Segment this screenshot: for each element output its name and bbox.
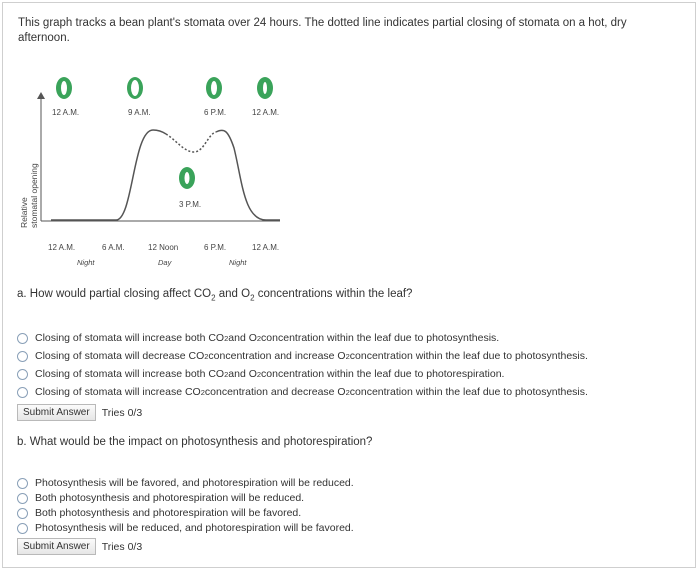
stomata-curve-end — [216, 130, 280, 220]
y-axis-label-2: stomatal opening — [29, 163, 39, 228]
x-tick-label: 12 Noon — [148, 243, 179, 252]
top-label: 12 A.M. — [252, 108, 280, 117]
mid-label: 3 P.M. — [179, 200, 202, 209]
stomata-graph — [18, 68, 318, 273]
top-label: 9 A.M. — [128, 108, 151, 117]
option-b-4[interactable]: Photosynthesis will be reduced, and photorespiration will be favored. — [17, 520, 354, 536]
top-label: 12 A.M. — [52, 108, 80, 117]
stomata-open-icon — [206, 77, 222, 99]
radio-button[interactable] — [17, 387, 28, 398]
x-tick-label: 6 P.M. — [204, 243, 227, 252]
option-a-3[interactable]: Closing of stomata will increase both CO 2 and O 2 concentration within the leaf due to photorespiration. — [17, 366, 504, 382]
stomata-open-icon — [257, 77, 273, 99]
tries-counter: Tries 0/3 — [101, 540, 143, 553]
stomata-partial-icon — [179, 167, 195, 189]
submit-answer-button[interactable]: Submit Answer — [17, 538, 96, 555]
x-sub-label: Night — [229, 258, 247, 267]
x-tick-label: 12 A.M. — [252, 243, 280, 252]
x-sub-label: Night — [77, 258, 95, 267]
submit-answer-button[interactable]: Submit Answer — [17, 404, 96, 421]
option-b-2[interactable]: Both photosynthesis and photorespiration will be reduced. — [17, 490, 304, 506]
question-b: b. What would be the impact on photosynthesis and photorespiration? — [17, 436, 373, 448]
intro-text: This graph tracks a bean plant's stomata over 24 hours. The dotted line indicates partial closing of stomata on a hot, dry afternoon. — [18, 17, 627, 44]
stomata-curve — [51, 130, 166, 220]
option-a-1[interactable]: Closing of stomata will increase both CO 2 and O 2 concentration within the leaf due to photosynthesis. — [17, 330, 499, 346]
radio-button[interactable] — [17, 333, 28, 344]
option-b-1[interactable]: Photosynthesis will be favored, and photorespiration will be reduced. — [17, 475, 354, 491]
tries-counter: Tries 0/3 — [101, 406, 143, 419]
radio-button[interactable] — [17, 493, 28, 504]
radio-button[interactable] — [17, 369, 28, 380]
submit-row-b — [17, 538, 142, 555]
y-axis-label-1: Relative — [19, 197, 29, 228]
question-a: a. How would partial closing affect $CO_2$ and $O_2$ concentrations within the leaf? — [17, 288, 413, 303]
radio-button[interactable] — [17, 478, 28, 489]
top-label: 6 P.M. — [204, 108, 227, 117]
stomata-open-icon — [56, 77, 72, 99]
radio-button[interactable] — [17, 351, 28, 362]
submit-row-a — [17, 404, 142, 421]
stomata-curve-dotted — [166, 132, 216, 152]
y-axis-arrow — [37, 92, 45, 99]
x-sub-label: Day — [158, 258, 172, 267]
x-tick-label: 6 A.M. — [102, 243, 125, 252]
radio-button[interactable] — [17, 508, 28, 519]
option-a-2[interactable]: Closing of stomata will decrease CO 2 concentration and increase O 2 concentration within the leaf due to photosynthesis. — [17, 348, 588, 364]
option-b-3[interactable]: Both photosynthesis and photorespiration will be favored. — [17, 505, 301, 521]
option-a-4[interactable]: Closing of stomata will increase CO 2 concentration and decrease O 2 concentration within the leaf due to photosynthesis. — [17, 384, 588, 400]
radio-button[interactable] — [17, 523, 28, 534]
stomata-open-icon — [127, 77, 143, 99]
x-tick-label: 12 A.M. — [48, 243, 76, 252]
